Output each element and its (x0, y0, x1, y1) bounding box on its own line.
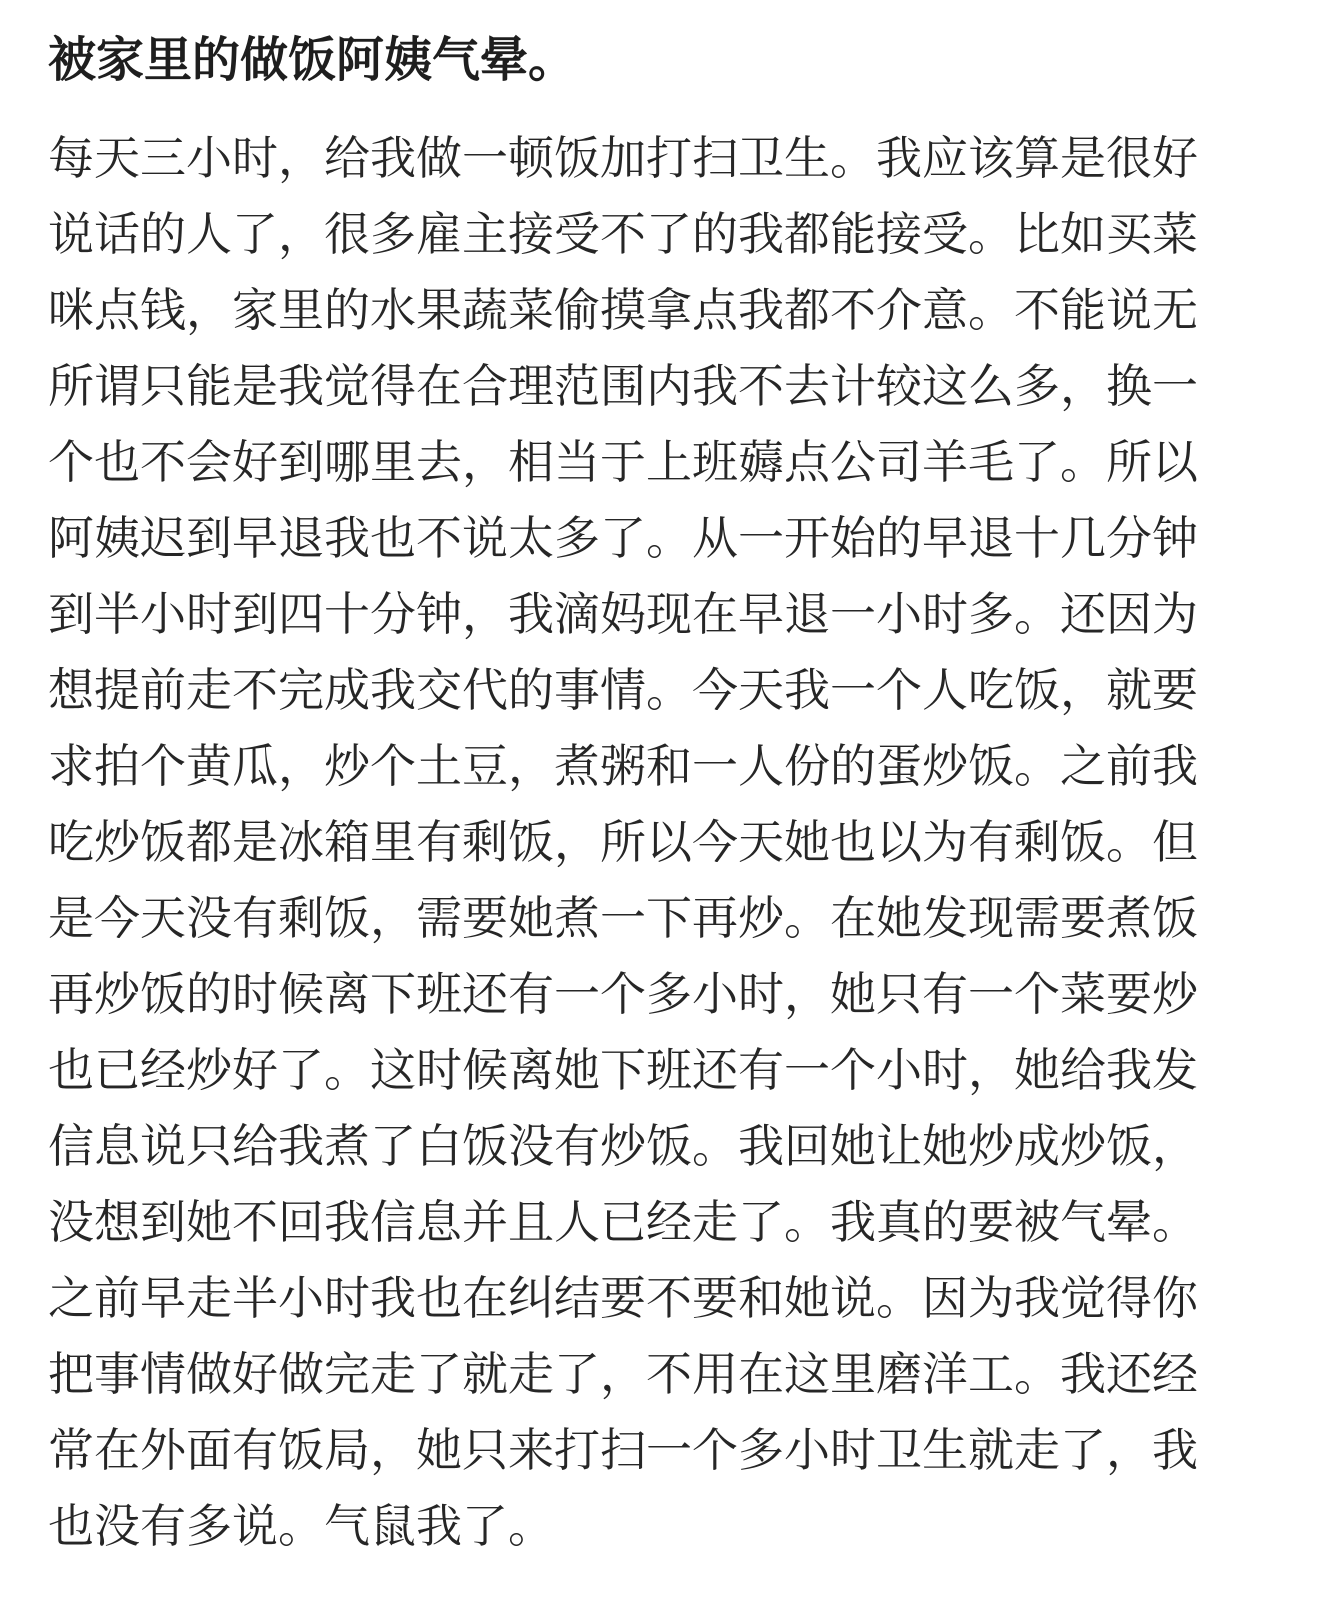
body-line: 求拍个黄瓜，炒个土豆，煮粥和一人份的蛋炒饭。之前我 (48, 739, 1198, 793)
body-line: 是今天没有剩饭，需要她煮一下再炒。在她发现需要煮饭 (48, 891, 1198, 945)
body-line: 说话的人了，很多雇主接受不了的我都能接受。比如买菜 (48, 207, 1198, 261)
post-title: 被家里的做饭阿姨气晕。 (48, 32, 577, 88)
body-line: 所谓只能是我觉得在合理范围内我不去计较这么多，换一 (48, 359, 1198, 413)
body-line: 把事情做好做完走了就走了，不用在这里磨洋工。我还经 (48, 1347, 1198, 1401)
body-line: 没想到她不回我信息并且人已经走了。我真的要被气晕。 (48, 1195, 1198, 1249)
body-line: 个也不会好到哪里去，相当于上班薅点公司羊毛了。所以 (48, 435, 1198, 489)
body-line: 之前早走半小时我也在纠结要不要和她说。因为我觉得你 (48, 1271, 1198, 1325)
body-line: 也没有多说。气鼠我了。 (48, 1499, 554, 1553)
body-line: 再炒饭的时候离下班还有一个多小时，她只有一个菜要炒 (48, 967, 1198, 1021)
body-line: 想提前走不完成我交代的事情。今天我一个人吃饭，就要 (48, 663, 1198, 717)
body-line: 阿姨迟到早退我也不说太多了。从一开始的早退十几分钟 (48, 511, 1198, 565)
post (48, 28, 1218, 1564)
body-line: 常在外面有饭局，她只来打扫一个多小时卫生就走了，我 (48, 1423, 1198, 1477)
body-line: 咪点钱，家里的水果蔬菜偷摸拿点我都不介意。不能说无 (48, 283, 1198, 337)
body-line: 每天三小时，给我做一顿饭加打扫卫生。我应该算是很好 (48, 131, 1198, 185)
body-line: 信息说只给我煮了白饭没有炒饭。我回她让她炒成炒饭， (48, 1119, 1198, 1173)
body-line: 也已经炒好了。这时候离她下班还有一个小时，她给我发 (48, 1043, 1198, 1097)
post-body (48, 120, 1218, 1564)
body-line: 吃炒饭都是冰箱里有剩饭，所以今天她也以为有剩饭。但 (48, 815, 1198, 869)
body-line: 到半小时到四十分钟，我滴妈现在早退一小时多。还因为 (48, 587, 1198, 641)
